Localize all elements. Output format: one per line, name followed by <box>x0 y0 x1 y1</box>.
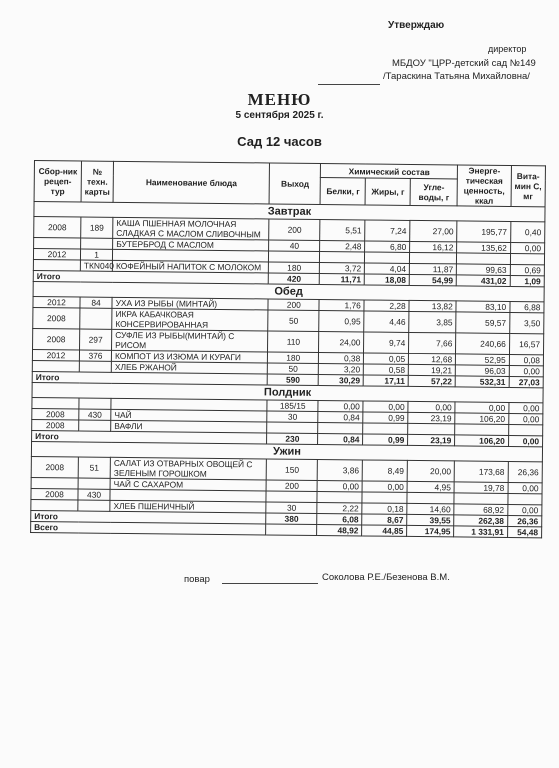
portion-cell <box>269 251 320 263</box>
energy-cell: 96,03 <box>456 365 510 377</box>
collection-cell: 2008 <box>33 307 80 328</box>
collection-cell <box>33 259 80 270</box>
carbs-cell: 14,60 <box>407 503 454 514</box>
dish-cell: ИКРА КАБАЧКОВАЯ КОНСЕРВИРОВАННАЯ <box>112 308 268 331</box>
total-vitamin: 0,00 <box>508 435 542 446</box>
col-energy: Энерге-тическая ценность, ккал <box>457 165 511 207</box>
collection-cell <box>31 499 78 510</box>
energy-cell <box>455 424 509 436</box>
energy-cell: 135,62 <box>457 242 511 254</box>
cook-signature-line <box>222 582 318 584</box>
portion-cell: 150 <box>266 459 318 481</box>
vitamin-cell: 0,69 <box>510 264 544 275</box>
total-fat: 17,11 <box>363 375 408 386</box>
protein-cell <box>317 491 362 502</box>
collection-cell: 2012 <box>33 249 80 260</box>
dish-cell: ВАФЛИ <box>111 420 267 433</box>
energy-cell: 99,63 <box>457 264 511 276</box>
protein-cell <box>318 422 363 433</box>
carbs-cell <box>410 252 457 263</box>
vitamin-cell: 0,00 <box>509 402 543 413</box>
protein-cell: 0,84 <box>318 411 363 422</box>
collection-cell <box>32 360 79 371</box>
vitamin-cell: 0,00 <box>508 482 542 493</box>
energy-cell <box>454 493 508 505</box>
card-cell <box>79 361 111 372</box>
card-cell <box>81 238 113 249</box>
grand-total-label: Всего <box>31 521 266 534</box>
carbs-cell <box>407 492 454 503</box>
grand-total-protein: 48,92 <box>317 524 362 535</box>
total-carbs: 54,99 <box>409 274 456 285</box>
cook-names: Соколова Р.Е./Безенова В.М. <box>322 572 450 583</box>
portion-cell <box>267 422 318 434</box>
fat-cell: 4,04 <box>365 263 410 274</box>
total-carbs: 39,55 <box>407 514 454 525</box>
dish-cell: ЧАЙ <box>111 409 267 422</box>
collection-cell: 2008 <box>33 328 80 349</box>
organization-name: МБДОУ "ЦРР-детский сад №149 <box>392 58 536 69</box>
protein-cell: 3,72 <box>320 262 365 273</box>
col-vitamin: Вита-мин С, мг <box>511 165 546 206</box>
carbs-cell: 23,19 <box>408 412 455 423</box>
dish-cell: УХА ИЗ РЫБЫ (МИНТАЙ) <box>112 297 268 310</box>
collection-cell <box>31 477 78 488</box>
carbs-cell: 0,00 <box>408 401 455 412</box>
total-portion: 420 <box>268 273 319 285</box>
col-dish: Наименование блюда <box>113 161 269 204</box>
portion-cell: 200 <box>266 480 317 492</box>
total-protein: 6,08 <box>317 513 362 524</box>
fat-cell: 0,99 <box>363 412 408 423</box>
carbs-cell: 27,00 <box>410 220 457 241</box>
total-energy: 532,31 <box>455 376 509 388</box>
total-protein: 0,84 <box>318 433 363 444</box>
protein-cell: 0,00 <box>317 480 362 491</box>
fat-cell: 0,18 <box>362 503 407 514</box>
carbs-cell: 4,95 <box>407 481 454 492</box>
collection-cell: 2008 <box>32 408 79 419</box>
signature-line <box>318 74 380 85</box>
vitamin-cell: 0,00 <box>510 242 544 253</box>
director-title: директор <box>488 44 527 54</box>
protein-cell: 3,20 <box>319 363 364 374</box>
card-cell: 297 <box>80 329 112 350</box>
collection-cell <box>32 397 79 408</box>
header-row <box>34 161 545 180</box>
card-cell: ТКN040 <box>80 260 112 271</box>
menu-body <box>31 202 545 538</box>
section-title: Полдник <box>32 382 543 402</box>
fat-cell: 2,28 <box>364 300 409 311</box>
dish-cell: КОМПОТ ИЗ ИЗЮМА И КУРАГИ <box>111 350 267 363</box>
total-energy: 106,20 <box>455 435 509 447</box>
protein-cell <box>320 252 365 263</box>
total-fat: 8,67 <box>362 514 407 525</box>
collection-cell: 2008 <box>34 217 81 238</box>
card-cell: 430 <box>78 489 110 500</box>
carbs-cell: 3,85 <box>409 311 456 332</box>
dish-cell: ХЛЕБ РЖАНОЙ <box>111 361 267 374</box>
protein-cell: 0,00 <box>318 400 363 411</box>
fat-cell <box>365 252 410 263</box>
fat-cell: 9,74 <box>364 332 409 353</box>
card-cell <box>78 478 110 489</box>
collection-cell: 2012 <box>32 349 79 360</box>
total-label: Итого <box>33 270 268 283</box>
portion-cell: 50 <box>267 363 318 375</box>
vitamin-cell: 16,57 <box>509 333 543 354</box>
energy-cell <box>457 253 511 265</box>
card-cell: 84 <box>80 297 112 308</box>
col-protein: Белки, г <box>321 178 366 205</box>
vitamin-cell <box>508 493 542 504</box>
card-cell: 376 <box>79 350 111 361</box>
total-label: Итого <box>32 371 267 384</box>
carbs-cell: 13,82 <box>409 300 456 311</box>
carbs-cell: 12,68 <box>409 353 456 364</box>
total-carbs: 57,22 <box>408 375 455 386</box>
col-collection: Сбор-ник рецеп-тур <box>34 161 81 202</box>
grand-total-energy: 1 331,91 <box>454 526 508 538</box>
card-cell: 430 <box>79 409 111 420</box>
dish-cell: САЛАТ ИЗ ОТВАРНЫХ ОВОЩЕЙ С ЗЕЛЕНЫМ ГОРОШКОМ <box>110 457 266 480</box>
total-fat: 0,99 <box>363 434 408 445</box>
total-label: Итого <box>32 430 267 443</box>
col-carbs: Угле-воды, г <box>410 179 457 206</box>
energy-cell: 195,77 <box>457 221 511 243</box>
carbs-cell: 16,12 <box>410 241 457 252</box>
fat-cell: 8,49 <box>363 460 408 481</box>
vitamin-cell <box>508 424 542 435</box>
collection-cell: 2012 <box>33 296 80 307</box>
energy-cell: 0,00 <box>455 402 509 414</box>
grand-total-vitamin: 54,48 <box>507 526 541 537</box>
protein-cell: 0,95 <box>319 310 364 331</box>
document-title: МЕНЮ <box>247 90 312 109</box>
energy-cell: 52,95 <box>456 354 510 366</box>
vitamin-cell: 0,08 <box>509 354 543 365</box>
total-fat: 18,08 <box>365 274 410 285</box>
section-title: Завтрак <box>34 202 545 222</box>
total-protein: 30,29 <box>319 374 364 385</box>
card-cell <box>79 398 111 409</box>
dish-cell: КАША ПШЕННАЯ МОЛОЧНАЯ СЛАДКАЯ С МАСЛОМ СЛИВОЧНЫМ <box>113 217 269 240</box>
fat-cell: 4,46 <box>364 311 409 332</box>
portion-cell: 50 <box>268 310 320 332</box>
fat-cell: 6,80 <box>365 241 410 252</box>
vitamin-cell: 0,00 <box>508 413 542 424</box>
carbs-cell <box>408 423 455 434</box>
protein-cell: 0,38 <box>319 352 364 363</box>
collection-cell <box>34 238 81 249</box>
col-chem: Химический состав <box>321 164 458 180</box>
carbs-cell: 20,00 <box>407 460 454 481</box>
total-vitamin: 27,03 <box>509 376 543 387</box>
portion-cell: 30 <box>267 411 318 423</box>
vitamin-cell: 0,40 <box>510 221 544 242</box>
dish-cell: БУТЕРБРОД С МАСЛОМ <box>113 238 269 251</box>
energy-cell: 106,20 <box>455 413 509 425</box>
col-portion: Выход <box>269 163 321 205</box>
card-cell: 189 <box>81 217 113 238</box>
dish-cell: ХЛЕБ ПШЕНИЧНЫЙ <box>110 500 266 513</box>
total-protein: 11,71 <box>320 273 365 284</box>
collection-cell: 2008 <box>31 456 78 477</box>
cook-label: повар <box>184 574 210 585</box>
portion-cell: 200 <box>268 299 319 311</box>
total-portion: 380 <box>266 513 317 525</box>
card-cell <box>78 500 110 511</box>
energy-cell: 173,68 <box>454 461 508 483</box>
vitamin-cell <box>510 253 544 264</box>
fat-cell: 7,24 <box>365 220 410 241</box>
card-cell: 51 <box>78 457 110 478</box>
menu-table <box>30 160 546 538</box>
menu-date: 5 сентября 2025 г. <box>235 110 324 121</box>
portion-cell: 185/15 <box>267 400 318 412</box>
energy-cell: 83,10 <box>456 301 510 313</box>
total-label: Итого <box>31 510 266 523</box>
grand-total-fat: 44,85 <box>362 525 407 536</box>
total-portion: 230 <box>267 433 318 445</box>
card-cell <box>79 420 111 431</box>
total-carbs: 23,19 <box>408 434 455 445</box>
dish-cell: КОФЕЙНЫЙ НАПИТОК С МОЛОКОМ <box>112 260 268 273</box>
carbs-cell: 11,87 <box>410 263 457 274</box>
fat-cell <box>362 492 407 503</box>
energy-cell: 68,92 <box>454 504 508 516</box>
total-vitamin: 1,09 <box>510 275 544 286</box>
dish-cell: СУФЛЕ ИЗ РЫБЫ(МИНТАЙ) С РИСОМ <box>112 329 268 352</box>
protein-cell: 5,51 <box>320 220 365 241</box>
fat-cell: 0,00 <box>362 481 407 492</box>
fat-cell <box>363 423 408 434</box>
vitamin-cell: 6,88 <box>510 301 544 312</box>
vitamin-cell: 0,00 <box>509 365 543 376</box>
protein-cell: 2,22 <box>317 502 362 513</box>
card-cell: 1 <box>80 249 112 260</box>
total-vitamin: 26,36 <box>507 515 541 526</box>
menu-subtitle: Сад 12 часов <box>237 134 322 149</box>
collection-cell: 2008 <box>32 419 79 430</box>
portion-cell: 30 <box>266 502 317 514</box>
vitamin-cell: 0,00 <box>508 504 542 515</box>
dish-cell: ЧАЙ С САХАРОМ <box>110 478 266 491</box>
collection-cell: 2008 <box>31 488 78 499</box>
fat-cell: 0,05 <box>364 353 409 364</box>
protein-cell: 1,76 <box>319 299 364 310</box>
fat-cell: 0,00 <box>363 401 408 412</box>
portion-cell <box>266 491 317 503</box>
card-cell <box>80 308 112 329</box>
protein-cell: 3,86 <box>318 459 363 480</box>
vitamin-cell: 26,36 <box>508 461 542 482</box>
grand-total-carbs: 174,95 <box>407 525 454 536</box>
portion-cell: 40 <box>269 240 320 252</box>
portion-cell: 180 <box>268 352 319 364</box>
total-energy: 431,02 <box>457 275 511 287</box>
protein-cell: 2,48 <box>320 241 365 252</box>
energy-cell: 240,66 <box>456 333 510 355</box>
vitamin-cell: 3,50 <box>509 312 543 333</box>
col-fat: Жиры, г <box>365 178 410 205</box>
portion-cell: 110 <box>268 331 320 353</box>
signer-name: /Тараскина Татьяна Михайловна/ <box>383 71 530 82</box>
carbs-cell: 7,66 <box>409 332 456 353</box>
grand-total-portion <box>266 524 317 536</box>
section-title: Обед <box>33 281 544 301</box>
fat-cell: 0,58 <box>364 364 409 375</box>
energy-cell: 59,57 <box>456 312 510 334</box>
portion-cell: 180 <box>268 262 319 274</box>
portion-cell: 200 <box>269 219 321 241</box>
section-title: Ужин <box>31 441 542 461</box>
carbs-cell: 19,21 <box>408 364 455 375</box>
total-portion: 590 <box>267 374 318 386</box>
energy-cell: 19,78 <box>454 482 508 494</box>
approval-label: Утверждаю <box>388 20 445 31</box>
total-energy: 262,38 <box>454 515 508 527</box>
col-card: № техн. карты <box>81 161 113 202</box>
protein-cell: 24,00 <box>319 331 364 352</box>
